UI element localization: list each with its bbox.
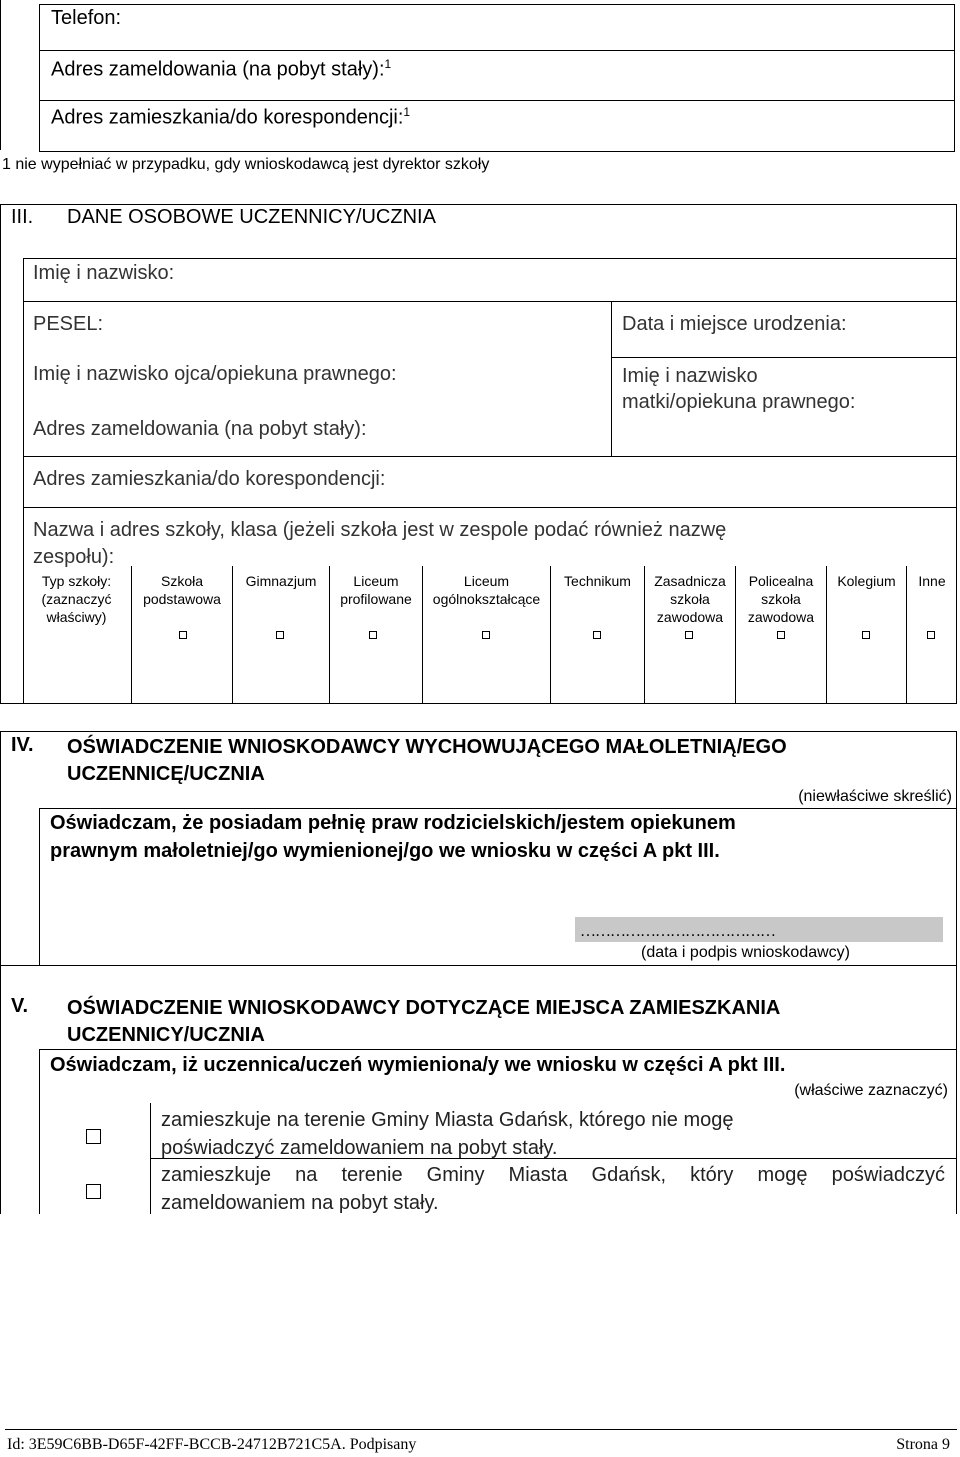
school-type-technikum: Technikum xyxy=(564,573,631,589)
phone-label: Telefon: xyxy=(51,7,122,29)
checkbox-primary[interactable] xyxy=(179,631,187,639)
section-5-statement: Oświadczam, iż uczennica/uczeń wymieniona/y we wniosku w części A pkt III. xyxy=(50,1054,786,1076)
checkbox-general-lyceum[interactable] xyxy=(482,631,490,639)
document-id: Id: 3E59C6BB-D65F-42FF-BCCB-24712B721C5A. Podpisany xyxy=(7,1436,417,1453)
page-number: Strona 9 xyxy=(896,1436,950,1453)
school-type-gymnasium: Gimnazjum xyxy=(245,573,317,589)
checkbox-technikum[interactable] xyxy=(593,631,601,639)
pesel-label: PESEL: xyxy=(33,313,104,335)
checkbox-college[interactable] xyxy=(862,631,870,639)
school-type-general-lyceum: Liceum ogólnokształcące xyxy=(432,573,541,607)
mother-label: Imię i nazwisko matki/opiekuna prawnego: xyxy=(622,365,856,413)
section-4-note: (niewłaściwe skreślić) xyxy=(798,788,952,805)
option-2-text: zamieszkuje na terenie Gminy Miasta Gdańsk, który mogę poświadczyć zameldowaniem na pobyt stały. xyxy=(161,1164,945,1214)
section-3-title: DANE OSOBOWE UCZENNICY/UCZNIA xyxy=(67,206,436,228)
option-1-checkbox[interactable] xyxy=(86,1129,101,1144)
student-correspondence-address-label: Adres zamieszkania/do korespondencji: xyxy=(33,468,386,490)
section-3-number: III. xyxy=(11,206,34,228)
correspondence-address-label: Adres zamieszkania/do korespondencji:$^1$ xyxy=(51,105,411,129)
school-type-profiled-lyceum: Liceum profilowane xyxy=(340,573,412,607)
option-1-text: zamieszkuje na terenie Gminy Miasta Gdańsk, którego nie mogę poświadczyć zameldowaniem na pobyt stały. xyxy=(161,1109,734,1159)
signature-dots: ………………………………… xyxy=(580,923,775,940)
school-type-college: Kolegium xyxy=(837,573,896,589)
section-5-title: OŚWIADCZENIE WNIOSKODAWCY DOTYCZĄCE MIEJSCA ZAMIESZKANIA UCZENNICY/UCZNIA xyxy=(67,997,781,1046)
father-label: Imię i nazwisko ojca/opiekuna prawnego: xyxy=(33,363,397,385)
section-4-title: OŚWIADCZENIE WNIOSKODAWCY WYCHOWUJĄCEGO MAŁOLETNIĄ/EGO UCZENNICĘ/UCZNIA xyxy=(67,736,787,785)
section-4-statement: Oświadczam, że posiadam pełnię praw rodzicielskich/jestem opiekunem prawnym małoletniej/go wymienionej/go we wniosku w części A pkt III. xyxy=(50,812,736,862)
birth-label: Data i miejsce urodzenia: xyxy=(622,313,847,335)
school-label: Nazwa i adres szkoły, klasa (jeżeli szkoła jest w zespole podać również nazwę zespołu): xyxy=(33,519,727,568)
checkbox-vocational[interactable] xyxy=(685,631,693,639)
school-type-primary: Szkoła podstawowa xyxy=(143,573,221,607)
section-5-number: V. xyxy=(11,995,29,1017)
checkbox-post-secondary[interactable] xyxy=(777,631,785,639)
signature-caption: (data i podpis wnioskodawcy) xyxy=(641,944,850,961)
checkbox-profiled-lyceum[interactable] xyxy=(369,631,377,639)
checkbox-other[interactable] xyxy=(927,631,935,639)
section-4-number: IV. xyxy=(11,734,34,756)
school-type-vocational: Zasadnicza szkoła zawodowa xyxy=(654,573,726,625)
school-type-post-secondary: Policealna szkoła zawodowa xyxy=(747,573,815,625)
student-registered-address-label: Adres zameldowania (na pobyt stały): xyxy=(33,418,367,440)
student-name-label: Imię i nazwisko: xyxy=(33,262,175,284)
school-type-label: Typ szkoły: (zaznaczyć właściwy) xyxy=(41,573,112,625)
option-2-checkbox[interactable] xyxy=(86,1184,101,1199)
footnote: 1 nie wypełniać w przypadku, gdy wnioskodawcą jest dyrektor szkoły xyxy=(2,156,490,173)
checkbox-gymnasium[interactable] xyxy=(276,631,284,639)
registered-address-label: Adres zameldowania (na pobyt stały):$^1$ xyxy=(51,57,392,81)
school-type-other: Inne xyxy=(918,573,946,589)
section-5-note: (właściwe zaznaczyć) xyxy=(794,1082,948,1099)
